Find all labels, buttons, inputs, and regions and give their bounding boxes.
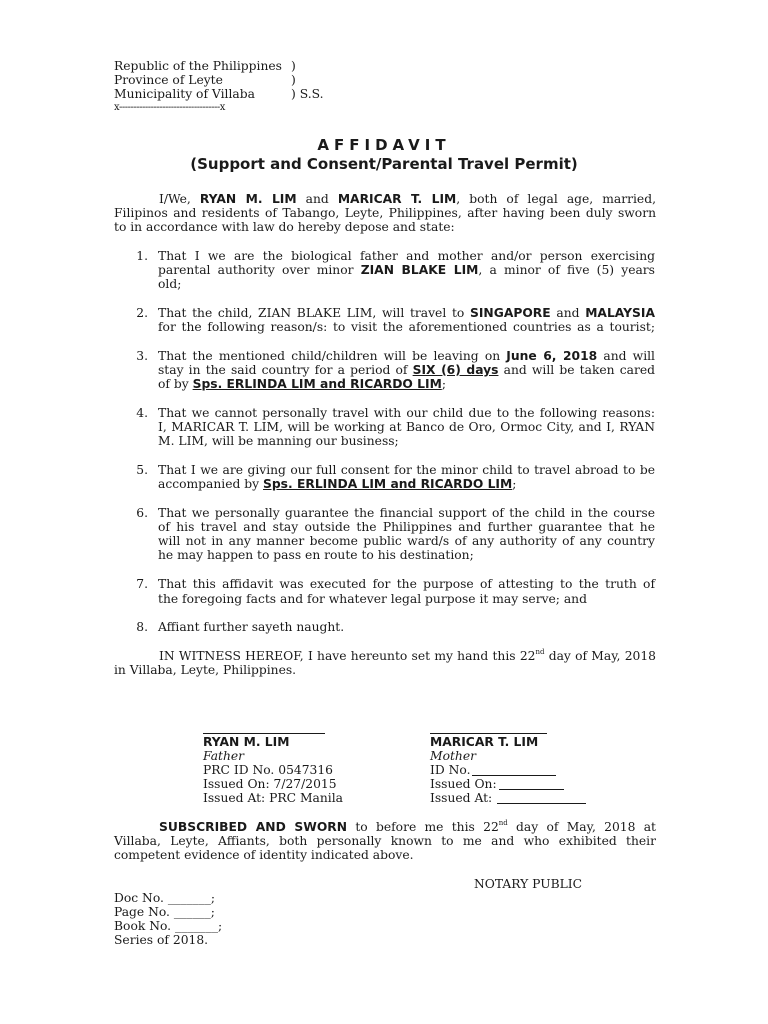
page-number: Page No. ______; (114, 905, 215, 919)
item-7-line-1: That this affidavit was executed for the purpose of attesting to the truth of (158, 577, 655, 591)
book-number: Book No. _______; (114, 919, 223, 933)
caption-line-municipality: Municipality of Villaba (114, 87, 255, 101)
document-title: AFFIDAVIT (317, 136, 451, 154)
item-1-line-2: parental authority over minor ZIAN BLAKE LIM, a minor of five (5) years (158, 263, 655, 277)
signatory-id-father: PRC ID No. 0547316 (203, 763, 334, 777)
item-number: 6. (136, 506, 148, 520)
caption-paren-ss: ) S.S. (291, 87, 324, 101)
item-1-line-1: That I we are the biological father and mother and/or person exercising (158, 249, 655, 263)
intro-line-1: I/We, RYAN M. LIM and MARICAR T. LIM, both of legal age, married, (159, 192, 656, 206)
intro-line-2: Filipinos and residents of Tabango, Leyte, Philippines, after having been duly sworn (114, 206, 656, 220)
item-8-line-1: Affiant further sayeth naught. (158, 620, 345, 634)
item-6-line-4: he may happen to pass en route to his destination; (158, 548, 474, 562)
signatory-id-mother: ID No. (430, 763, 471, 777)
item-2-line-1: That the child, ZIAN BLAKE LIM, will travel to SINGAPORE and MALAYSIA (158, 306, 655, 320)
signatory-issued-on-father: Issued On: 7/27/2015 (203, 777, 337, 791)
item-6-line-3: will not in any manner become public ward/s of any authority of any country (158, 534, 655, 548)
caption-paren-2: ) (291, 73, 296, 87)
item-3-line-2: stay in the said country for a period of SIX (6) days and will be taken cared (158, 363, 655, 377)
item-5-line-1: That I we are giving our full consent for the minor child to travel abroad to be (158, 463, 655, 477)
series-year: Series of 2018. (114, 933, 209, 947)
caption-line-republic: Republic of the Philippines (114, 59, 282, 73)
signatory-name-mother: MARICAR T. LIM (430, 735, 539, 749)
caption-rule: x-----------------------------------x (114, 102, 225, 113)
item-4-line-1: That we cannot personally travel with our child due to the following reasons: (158, 406, 655, 420)
blank-line-issued-at (497, 803, 586, 804)
signatory-issued-at-father: Issued At: PRC Manila (203, 791, 344, 805)
doc-number: Doc No. _______; (114, 891, 216, 905)
jurat-line-3: competent evidence of identity indicated above. (114, 848, 414, 862)
item-3-line-3: of by Sps. ERLINDA LIM and RICARDO LIM; (158, 377, 446, 391)
blank-line-id (472, 775, 556, 776)
item-4-line-2: I, MARICAR T. LIM, will be working at Banco de Oro, Ormoc City, and I, RYAN (158, 420, 655, 434)
jurat-line-2: Villaba, Leyte, Affiants, both personally known to me and who exhibited their (114, 834, 656, 848)
item-4-line-3: M. LIM, will be manning our business; (158, 434, 399, 448)
blank-line-issued-on (499, 789, 564, 790)
notary-public-label: NOTARY PUBLIC (474, 877, 583, 891)
caption-line-province: Province of Leyte (114, 73, 223, 87)
item-1-line-3: old; (158, 277, 182, 291)
signatory-name-father: RYAN M. LIM (203, 735, 290, 749)
item-6-line-2: of his travel and stay outside the Philippines and further guarantee that he (158, 520, 655, 534)
signatory-issued-on-mother: Issued On: (430, 777, 497, 791)
intro-line-3: to in accordance with law do hereby depose and state: (114, 220, 455, 234)
item-number: 3. (136, 349, 148, 363)
item-number: 4. (136, 406, 148, 420)
item-3-line-1: That the mentioned child/children will be leaving on June 6, 2018 and will (158, 349, 655, 363)
item-number: 5. (136, 463, 148, 477)
item-5-line-2: accompanied by Sps. ERLINDA LIM and RICARDO LIM; (158, 477, 517, 491)
jurat-line-1: SUBSCRIBED AND SWORN to before me this 22nd day of May, 2018 at (159, 819, 656, 834)
signature-line-father (203, 733, 325, 734)
item-7-line-2: the foregoing facts and for whatever legal purpose it may serve; and (158, 592, 587, 606)
caption-paren-1: ) (291, 59, 296, 73)
signature-line-mother (430, 733, 547, 734)
item-number: 8. (136, 620, 148, 634)
signatory-role-father: Father (203, 749, 245, 763)
item-6-line-1: That we personally guarantee the financial support of the child in the course (158, 506, 655, 520)
witness-line-1: IN WITNESS HEREOF, I have hereunto set my hand this 22nd day of May, 2018 (159, 648, 656, 663)
item-number: 2. (136, 306, 148, 320)
item-number: 7. (136, 577, 148, 591)
item-2-line-2: for the following reason/s: to visit the aforementioned countries as a tourist; (158, 320, 655, 334)
document-subtitle: (Support and Consent/Parental Travel Permit) (190, 155, 578, 173)
witness-line-2: in Villaba, Leyte, Philippines. (114, 663, 297, 677)
signatory-role-mother: Mother (430, 749, 477, 763)
signatory-issued-at-mother: Issued At: (430, 791, 493, 805)
item-number: 1. (136, 249, 148, 263)
